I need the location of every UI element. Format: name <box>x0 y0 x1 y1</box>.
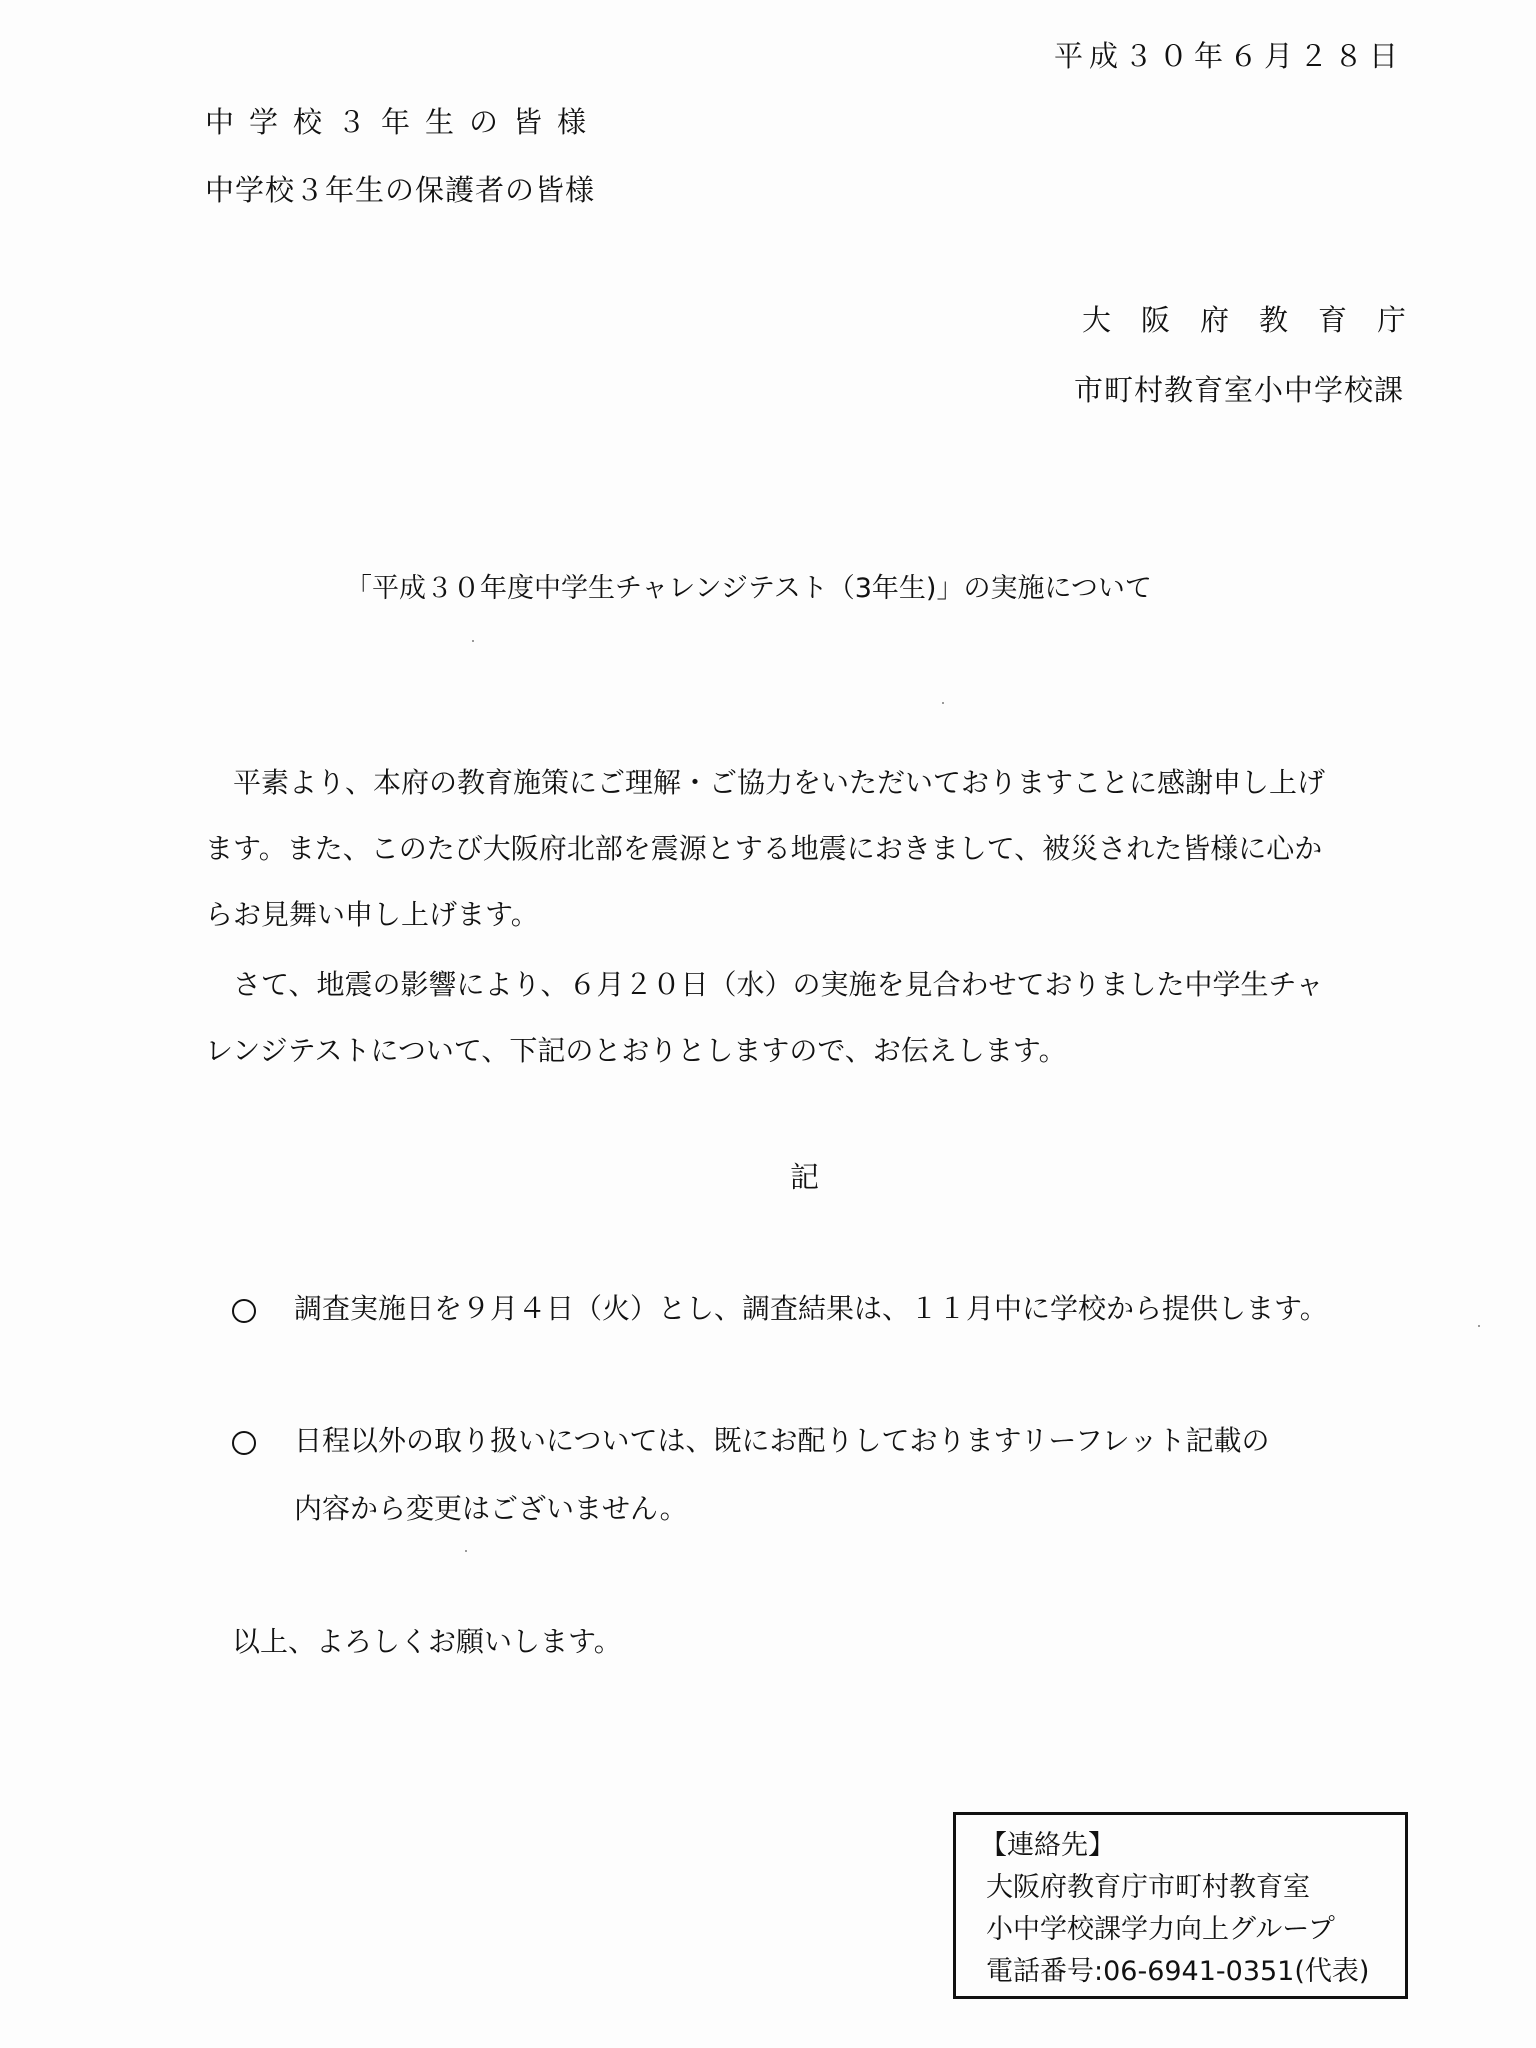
closing-remark: 以上、よろしくお願いします。 <box>232 1625 622 1658</box>
paragraph-line: レンジテストについて、下記のとおりとしますので、お伝えします。 <box>205 1034 1067 1067</box>
list-item-line: 日程以外の取り扱いについては、既にお配りしておりますリーフレット記載の <box>294 1424 1270 1457</box>
contact-line: 小中学校課学力向上グループ <box>986 1914 1335 1945</box>
list-item-text <box>294 1275 1328 1343</box>
paragraph-line: らお見舞い申し上げます。 <box>205 898 539 931</box>
recipient-students: 中学校３年生の皆様 <box>205 105 602 139</box>
contact-line: 大阪府教育庁市町村教育室 <box>986 1872 1310 1903</box>
recipient-guardians: 中学校３年生の保護者の皆様 <box>205 173 596 207</box>
document-date: 平成３０年６月２８日 <box>1053 39 1404 73</box>
list-item-line: 調査実施日を９月４日（火）とし、調査結果は、１１月中に学校から提供します。 <box>294 1292 1328 1325</box>
ki-heading: 記 <box>790 1160 820 1194</box>
body-paragraph-greeting <box>205 750 1405 948</box>
paragraph-line: さて、地震の影響により、６月２０日（水）の実施を見合わせておりました中学生チャ <box>233 968 1324 1001</box>
body-paragraph-notice <box>205 952 1405 1084</box>
scan-speck <box>465 1550 467 1552</box>
paragraph-line: 平素より、本府の教育施策にご理解・ご協力をいただいておりますことに感謝申し上げ <box>233 766 1326 799</box>
circle-bullet-icon <box>232 1431 256 1455</box>
contact-box <box>953 1812 1408 1999</box>
paragraph-line: ます。また、このたび大阪府北部を震源とする地震におきまして、被災された皆様に心か <box>205 832 1323 865</box>
sender-division: 市町村教育室小中学校課 <box>1073 373 1404 407</box>
circle-bullet-icon <box>232 1299 256 1323</box>
scan-speck <box>942 702 944 704</box>
scan-speck <box>472 640 474 642</box>
sender-organization: 大阪府教育庁 <box>1081 303 1436 337</box>
contact-phone: 電話番号:06-6941-0351(代表) <box>986 1956 1370 1987</box>
contact-heading: 【連絡先】 <box>980 1830 1115 1861</box>
list-item-line: 内容から変更はございません。 <box>294 1492 688 1525</box>
list-item-text <box>294 1407 1270 1543</box>
document-title: 「平成３０年度中学生チャレンジテスト（3年生)」の実施について <box>345 573 1152 604</box>
scan-speck <box>1478 1325 1480 1327</box>
